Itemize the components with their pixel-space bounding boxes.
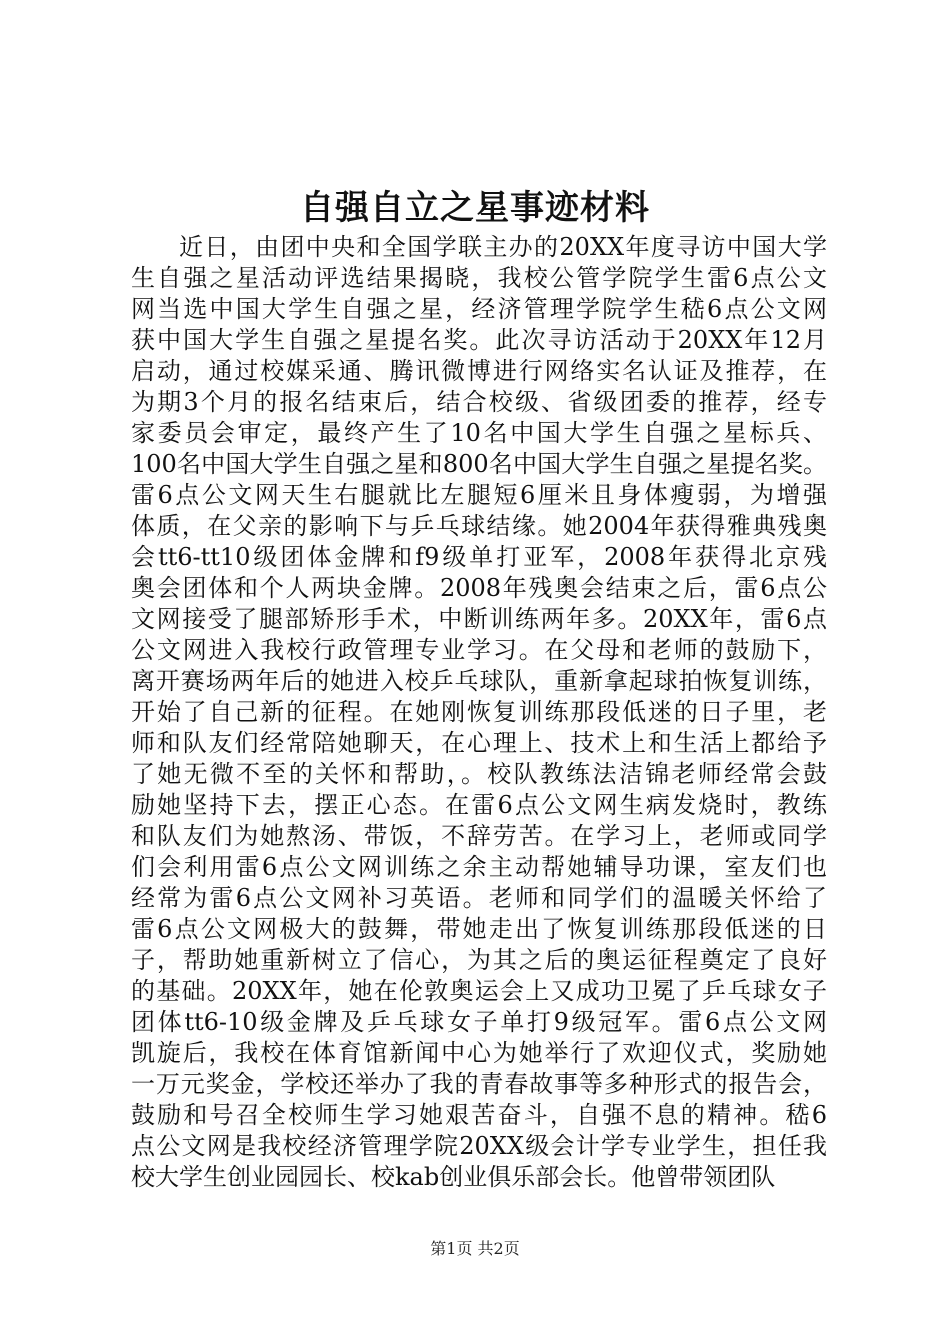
- text-line: 师和队友们经常陪她聊天，在心理上、技术上和生活上都给予: [131, 729, 827, 757]
- text-line: 奥会团体和个人两块金牌。2008年残奥会结束之后，雷6点公: [131, 574, 827, 602]
- text-line: 鼓励和号召全校师生学习她艰苦奋斗，自强不息的精神。嵇6: [131, 1101, 827, 1129]
- text-line: 家委员会审定，最终产生了10名中国大学生自强之星标兵、: [131, 419, 827, 447]
- text-line: 凯旋后，我校在体育馆新闻中心为她举行了欢迎仪式，奖励她: [131, 1039, 827, 1067]
- text-line: 开始了自己新的征程。在她刚恢复训练那段低迷的日子里，老: [131, 698, 827, 726]
- document-body: [131, 232, 827, 1193]
- page-footer: 第1页 共2页: [430, 1239, 520, 1258]
- document-title: 自强自立之星事迹材料: [300, 188, 650, 228]
- text-line: 点公文网是我校经济管理学院20XX级会计学专业学生，担任我: [131, 1132, 827, 1160]
- text-line: 和队友们为她熬汤、带饭，不辞劳苦。在学习上，老师或同学: [131, 822, 827, 850]
- text-line: 近日，由团中央和全国学联主办的20XX年度寻访中国大学: [179, 233, 827, 261]
- text-line: 校大学生创业园园长、校kab创业俱乐部会长。他曾带领团队: [131, 1163, 776, 1191]
- text-line: 网当选中国大学生自强之星，经济管理学院学生嵇6点公文网: [131, 295, 827, 323]
- text-line: 的基础。20XX年，她在伦敦奥运会上又成功卫冕了乒乓球女子: [131, 977, 827, 1005]
- text-line: 获中国大学生自强之星提名奖。此次寻访活动于20XX年12月: [131, 326, 827, 354]
- text-line: 离开赛场两年后的她进入校乒乓球队，重新拿起球拍恢复训练，: [131, 667, 827, 695]
- text-line: 雷6点公文网天生右腿就比左腿短6厘米且身体瘦弱，为增强: [131, 481, 827, 509]
- text-line: 100名中国大学生自强之星和800名中国大学生自强之星提名奖。: [131, 450, 827, 478]
- text-line: 团体tt6-10级金牌及乒乓球女子单打9级冠军。雷6点公文网: [131, 1008, 827, 1036]
- text-line: 生自强之星活动评选结果揭晓，我校公管学院学生雷6点公文: [131, 264, 827, 292]
- text-line: 为期3个月的报名结束后，结合校级、省级团委的推荐，经专: [131, 388, 827, 416]
- text-line: 一万元奖金，学校还举办了我的青春故事等多种形式的报告会，: [131, 1070, 827, 1098]
- text-line: 启动，通过校媒采通、腾讯微博进行网络实名认证及推荐，在: [131, 357, 827, 385]
- text-line: 了她无微不至的关怀和帮助，。校队教练法洁锦老师经常会鼓: [131, 760, 827, 788]
- text-line: 经常为雷6点公文网补习英语。老师和同学们的温暖关怀给了: [131, 884, 827, 912]
- text-line: 文网接受了腿部矫形手术，中断训练两年多。20XX年，雷6点: [131, 605, 827, 633]
- text-line: 子，帮助她重新树立了信心，为其之后的奥运征程奠定了良好: [131, 946, 827, 974]
- text-line: 励她坚持下去，摆正心态。在雷6点公文网生病发烧时，教练: [131, 791, 827, 819]
- text-line: 公文网进入我校行政管理专业学习。在父母和老师的鼓励下，: [131, 636, 827, 664]
- text-line: 们会利用雷6点公文网训练之余主动帮她辅导功课，室友们也: [131, 853, 827, 881]
- text-line: 体质，在父亲的影响下与乒乓球结缘。她2004年获得雅典残奥: [131, 512, 827, 540]
- text-line: 雷6点公文网极大的鼓舞，带她走出了恢复训练那段低迷的日: [131, 915, 827, 943]
- text-line: 会tt6-tt10级团体金牌和f9级单打亚军，2008年获得北京残: [131, 543, 827, 571]
